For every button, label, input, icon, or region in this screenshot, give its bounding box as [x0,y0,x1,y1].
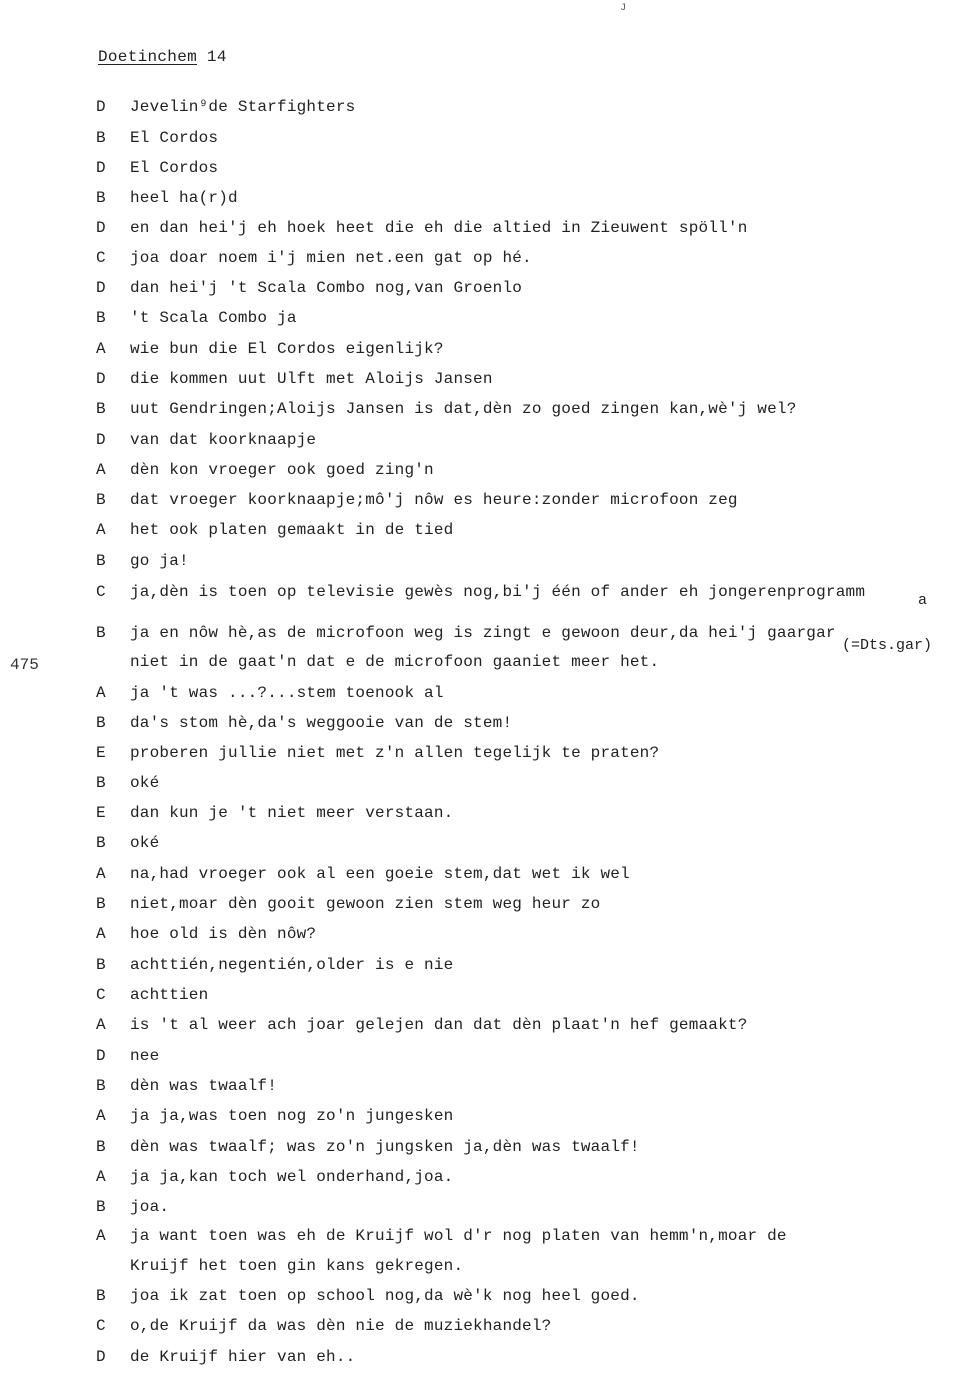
utterance-text: ja en nôw hè,as de microfoon weg is zingt e gewoon deur,da hei'j gaargar [130,624,836,642]
utterance-text: dan kun je 't niet meer verstaan. [130,804,454,822]
utterance-text: dèn was twaalf; was zo'n jungsken ja,dèn was twaalf! [130,1138,640,1156]
margin-line-number: 475 [10,656,39,674]
speaker-label: D [96,219,106,237]
speaker-label: D [96,431,106,449]
utterance-text: o,de Kruijf da was dèn nie de muziekhandel? [130,1317,552,1335]
speaker-label: D [96,159,106,177]
utterance-text: niet,moar dèn gooit gewoon zien stem weg heur zo [130,895,601,913]
speaker-label: E [96,744,106,762]
utterance-text: dat vroeger koorknaapje;mô'j nôw es heure:zonder microfoon zeg [130,491,738,509]
speaker-label: B [96,400,106,418]
margin-note: (=Dts.gar) [842,637,933,654]
utterance-text: ja 't was ...?...stem toenook al [130,684,444,702]
utterance-text: joa. [130,1198,170,1216]
speaker-label: B [96,1287,106,1305]
title-place: Doetinchem [98,48,198,66]
utterance-text: ja ja,kan toch wel onderhand,joa. [130,1168,454,1186]
utterance-text: na,had vroeger ook al een goeie stem,dat wet ik wel [130,865,630,883]
speaker-label: D [96,1047,106,1065]
utterance-text: dan hei'j 't Scala Combo nog,van Groenlo [130,279,523,297]
speaker-label: B [96,129,106,147]
utterance-text: ja ja,was toen nog zo'n jungesken [130,1107,454,1125]
utterance-text: heel ha(r)d [130,189,238,207]
speaker-label: A [96,461,106,479]
speaker-label: B [96,956,106,974]
speaker-label: C [96,583,106,601]
utterance-text: El Cordos [130,129,219,147]
utterance-text: niet in de gaat'n dat e de microfoon gaaniet meer het. [130,653,660,671]
speaker-label: B [96,774,106,792]
utterance-text: oké [130,834,160,852]
utterance-text: dèn kon vroeger ook goed zing'n [130,461,434,479]
utterance-text: Kruijf het toen gin kans gekregen. [130,1257,464,1275]
corner-mark: ᴊ [620,0,628,14]
speaker-label: A [96,1168,106,1186]
utterance-text: proberen jullie niet met z'n allen tegelijk te praten? [130,744,660,762]
utterance-text: joa doar noem i'j mien net.een gat op hé. [130,249,532,267]
utterance-text: go ja! [130,552,189,570]
utterance-text: hoe old is dèn nôw? [130,925,317,943]
utterance-text: ja,dèn is toen op televisie gewès nog,bi'j één of ander eh jongerenprogramm [130,583,866,601]
utterance-text: uut Gendringen;Aloijs Jansen is dat,dèn zo goed zingen kan,wè'j wel? [130,400,797,418]
utterance-text: El Cordos [130,159,219,177]
speaker-label: A [96,1227,106,1245]
speaker-label: A [96,340,106,358]
speaker-label: A [96,1107,106,1125]
speaker-label: B [96,1077,106,1095]
speaker-label: E [96,804,106,822]
utterance-text: dèn was twaalf! [130,1077,278,1095]
utterance-text: en dan hei'j eh hoek heet die eh die altied in Zieuwent spöll'n [130,219,748,237]
speaker-label: C [96,986,106,1004]
speaker-label: C [96,249,106,267]
speaker-label: B [96,552,106,570]
utterance-text: is 't al weer ach joar gelejen dan dat dèn plaat'n hef gemaakt? [130,1016,748,1034]
speaker-label: A [96,865,106,883]
speaker-label: D [96,1348,106,1366]
speaker-label: D [96,370,106,388]
utterance-text: nee [130,1047,160,1065]
utterance-text: wie bun die El Cordos eigenlijk? [130,340,444,358]
speaker-label: C [96,1317,106,1335]
utterance-text: van dat koorknaapje [130,431,317,449]
utterance-text: achttien [130,986,209,1004]
utterance-text: ja want toen was eh de Kruijf wol d'r nog platen van hemm'n,moar de [130,1227,787,1245]
speaker-label: B [96,491,106,509]
speaker-label: B [96,189,106,207]
utterance-text: achttién,negentién,older is e nie [130,956,454,974]
utterance-text: oké [130,774,160,792]
speaker-label: B [96,834,106,852]
speaker-label: B [96,624,106,642]
speaker-label: B [96,1198,106,1216]
speaker-label: B [96,895,106,913]
utterance-text: joa ik zat toen op school nog,da wè'k nog heel goed. [130,1287,640,1305]
margin-note-tail: a [918,592,928,609]
utterance-text: 't Scala Combo ja [130,309,297,327]
speaker-label: D [96,279,106,297]
utterance-text: de Kruijf hier van eh.. [130,1348,356,1366]
speaker-label: A [96,1016,106,1034]
page-title [98,48,227,66]
utterance-text: die kommen uut Ulft met Aloijs Jansen [130,370,493,388]
title-number: 14 [206,48,227,66]
utterance-text: het ook platen gemaakt in de tied [130,521,454,539]
speaker-label: B [96,1138,106,1156]
speaker-label: B [96,309,106,327]
utterance-text: Jevelin⁹de Starfighters [130,98,356,116]
utterance-text: da's stom hè,da's weggooie van de stem! [130,714,513,732]
speaker-label: A [96,684,106,702]
speaker-label: A [96,925,106,943]
speaker-label: B [96,714,106,732]
speaker-label: D [96,98,106,116]
speaker-label: A [96,521,106,539]
